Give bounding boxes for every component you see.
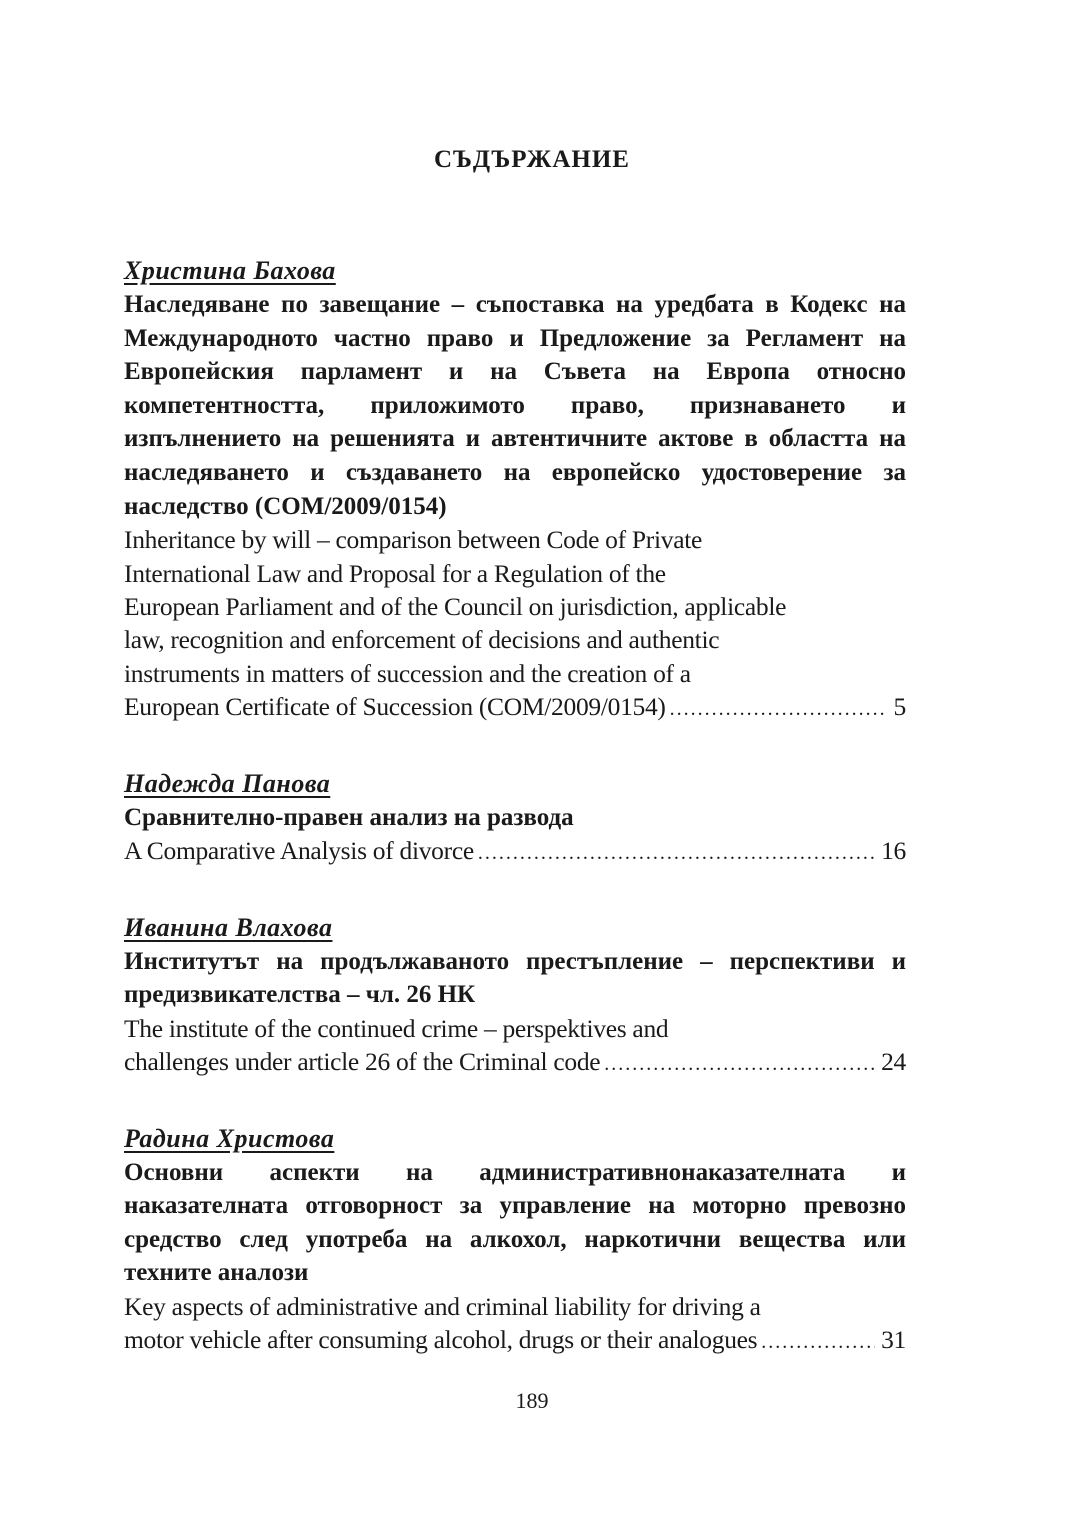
dot-leader (761, 1326, 875, 1359)
article-title-english (124, 1290, 906, 1360)
english-title-line: instruments in matters of succession and the creation of a (124, 658, 691, 688)
toc-page-number: 16 (881, 836, 906, 866)
article-title-bulgarian: Наследяване по завещание – съпоставка на уредбата в Кодекс на Международното частно право и Предложение за Регламент на Европейския парламент и на Съвета на Европа относно компетентността, приложимото право, признаването и изпълнението на решенията и автентичните актове в областта на наследяването и създаването на европейско удостоверение за наследство (COM/2009/0154) (124, 291, 906, 520)
toc-page-number: 24 (881, 1047, 906, 1077)
author-name: Надежда Панова (124, 768, 331, 798)
english-title-line: challenges under article 26 of the Criminal code (124, 1047, 601, 1077)
english-title-line: Key aspects of administrative and criminal liability for driving a (124, 1291, 761, 1321)
toc-page-number: 5 (893, 692, 906, 722)
page-number: 189 (515, 1388, 549, 1413)
article-title-bulgarian: Институтът на продължаваното престъпление – перспективи и предизвикателства – чл. 26 НК (124, 947, 906, 1009)
article-title-english (124, 523, 906, 726)
english-title-line: European Parliament and of the Council on jurisdiction, applicable (124, 591, 787, 621)
article-title-english (124, 1012, 906, 1082)
toc-entry-3 (124, 911, 906, 1082)
dot-leader (670, 693, 888, 726)
english-title-line: A Comparative Analysis of divorce (124, 836, 474, 866)
english-title-line: motor vehicle after consuming alcohol, drugs or their analogues (124, 1325, 758, 1355)
english-title-line: European Certificate of Succession (COM/2009/0154) (124, 692, 666, 722)
english-title-line: law, recognition and enforcement of decisions and authentic (124, 625, 720, 655)
author-name: Радина Христова (124, 1123, 335, 1153)
toc-entry-1 (124, 254, 906, 727)
english-title-line: The institute of the continued crime – perspektives and (124, 1013, 669, 1043)
table-of-contents (124, 254, 906, 1360)
toc-entry-2 (124, 767, 906, 871)
toc-entry-4 (124, 1122, 906, 1360)
article-title-bulgarian: Основни аспекти на административнонаказателната и наказателната отговорност за управление на моторно превозно средство след употреба на алкохол, наркотични вещества или техните аналози (124, 1158, 906, 1287)
author-name: Иванина Влахова (124, 912, 333, 942)
dot-leader (604, 1048, 875, 1081)
english-title-line: International Law and Proposal for a Regulation of the (124, 558, 666, 588)
dot-leader (478, 837, 875, 870)
toc-page-number: 31 (881, 1325, 906, 1355)
english-title-last-line (124, 690, 906, 726)
author-name: Христина Бахова (124, 256, 336, 285)
article-title-english (124, 834, 906, 870)
english-title-last-line (124, 834, 906, 870)
english-title-line: Inheritance by will – comparison between Code of Private (124, 525, 703, 555)
page-title: СЪДЪРЖАНИЕ (434, 146, 630, 173)
english-title-last-line (124, 1323, 906, 1359)
english-title-last-line (124, 1045, 906, 1081)
article-title-bulgarian: Сравнително-правен анализ на развода (124, 803, 574, 831)
